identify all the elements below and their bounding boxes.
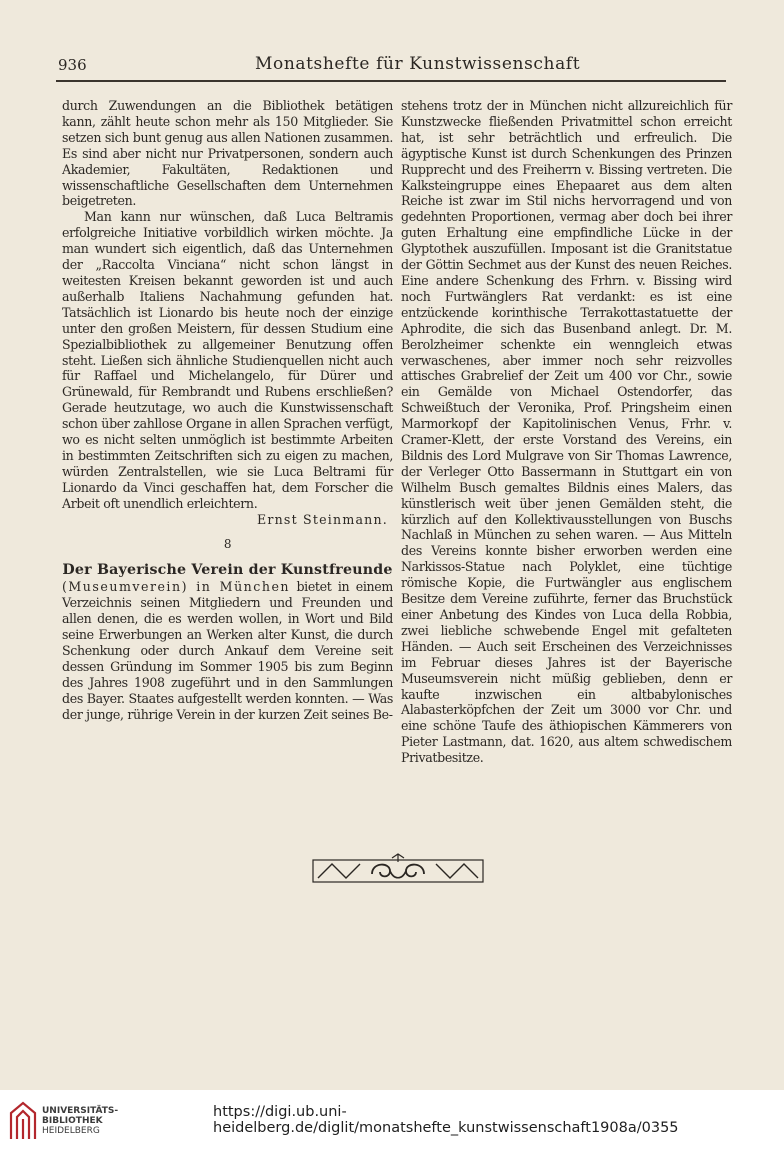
logo-line: BIBLIOTHEK (42, 1116, 103, 1126)
right-column (401, 98, 732, 766)
running-title: Monatshefte für Kunstwissenschaft (255, 54, 581, 74)
page-number: 936 (58, 56, 87, 74)
paragraph: Man kann nur wünschen, daß Luca Beltramis erfolgreiche Initiative vorbildlich wirken möchte. Ja man wundert sich eigentlich, daß das Unternehmen der „Raccolta Vinciana“ nicht schon längst in weitesten Kreisen bekannt geworden ist und auch außerhalb Italiens Nachahmung gefunden hat. Tatsächlich ist Lionardo bis heute noch der einzige unter den großen Meistern, für dessen Studium eine Spezialbibliothek zu allgemeiner Benutzung offen steht. Ließen sich ähnliche Studienquellen nicht auch für Raffael und Michelangelo, für Dürer und Grünewald, für Rembrandt und Rubens erschließen? Gerade heutzutage, wo auch die Kunstwissenschaft schon über zahllose Organe in allen Sprachen verfügt, wo es nicht selten unmöglich ist bestimmte Arbeiten in bestimmten Zeitschriften sich zu eigen zu machen, würden Zentralstellen, wie sie Luca Beltrami für Lionardo da Vinci geschaffen hat, dem Forscher die Arbeit oft unendlich erleichtern. (62, 209, 393, 511)
paragraph (62, 579, 393, 722)
spaced-text: (Museumverein) in München (62, 579, 291, 595)
library-logo-icon (8, 1101, 38, 1141)
source-url-link[interactable]: https://digi.ub.uni-heidelberg.de/diglit/monatshefte_kunstwissenschaft1908a/0355 (213, 1104, 679, 1136)
article-heading: Der Bayerische Verein der Kunstfreunde (62, 562, 393, 579)
logo-line: HEIDELBERG (42, 1126, 100, 1136)
logo-line: UNIVERSITÄTS- (42, 1106, 119, 1116)
author-signature: Ernst Steinmann. (256, 511, 388, 527)
left-column (62, 98, 393, 722)
paragraph: durch Zuwendungen an die Bibliothek betätigen kann, zählt heute schon mehr als 150 Mitglieder. Sie setzen sich bunt genug aus allen Nationen zusammen. Es sind aber nicht nur Privatpersonen, sondern auch Akademier, Fakultäten, Redaktionen und wissenschaftliche Gesellschaften dem Unternehmen beigetreten. (62, 98, 393, 209)
library-logo-text (42, 1106, 118, 1136)
paragraph-text: bietet in einem Verzeichnis seinen Mitgliedern und Freunden und allen denen, die es werden wollen, in Wort und Bild seine Erwerbungen an Werken alter Kunst, die durch Schenkung oder durch Ankauf dem Vereine seit dessen Gründung im Sommer 1905 bis zum Beginn des Jahres 1908 zugeführt und in den Sammlungen des Bayer. Staates aufgestellt werden konnten. — Was der junge, rührige Verein in der kurzen Zeit seines Be- (62, 579, 393, 722)
paragraph: stehens trotz der in München nicht allzureichlich für Kunstzwecke fließenden Privatmittel schon erreicht hat, ist sehr beträchtlich und erfreulich. Die ägyptische Kunst ist durch Schenkungen des Prinzen Rupprecht und des Freiherrn v. Bissing vertreten. Die Kalksteingruppe eines Ehepaaret aus dem alten Reiche ist zwar im Stil nichs hervorragend und von gedehnten Proportionen, vermag aber doch bei ihrer guten Erhaltung eine empfindliche Lücke in der Glyptothek auszufüllen. Imposant ist die Granitstatue der Göttin Sechmet aus der Kunst des neuen Reiches. Eine andere Schenkung des Frhrn. v. Bissing wird noch Furtwänglers Rat verdankt: es ist eine entzückende korinthische Terrakottastatuette der Aphrodite, die sich das Busenband anlegt. Dr. M. Berolzheimer schenkte ein wenngleich etwas verwaschenes, aber immer noch sehr reizvolles attisches Grabrelief der Zeit um 400 vor Chr., sowie ein Gemälde von Michael Ostendorfer, das Schweißtuch der Veronika, Prof. Pringsheim einen Marmorkopf der Kapitolinischen Venus, Frhr. v. Cramer-Klett, der erste Vorstand des Vereins, ein Bildnis des Lord Mulgrave von Sir Thomas Lawrence, der Verleger Otto Bassermann in Stuttgart ein von Wilhelm Busch gemaltes Bildnis eines Malers, das künstlerisch weit über jenen Gemälden steht, die kürzlich auf den Kollektivausstellungen von Buschs Nachlaß in München zu sehen waren. — Aus Mitteln des Vereins konnte bisher erworben werden eine Narkissos-Statue nach Polyklet, eine tüchtige römische Kopie, die Furtwängler aus englischem Besitze dem Vereine zuführte, ferner das Bruchstück einer Anbetung des Kindes von Luca della Robbia, zwei liebliche schwebende Engel mit gefalteten Händen. — Auch seit Erscheinen des Verzeichnisses im Februar dieses Jahres ist der Bayerische Museumsverein nicht müßig geblieben, denn er kaufte inzwischen ein altbabylonisches Alabasterköpfchen der Zeit um 3000 vor Chr. und eine schöne Taufe des äthiopischen Kämmerers von Pieter Lastmann, dat. 1620, aus altem schwedischem Privatbesitze. (401, 98, 732, 766)
section-separator: 8 (223, 537, 232, 552)
decorative-vignette-icon (312, 852, 484, 888)
header-rule (56, 80, 726, 82)
